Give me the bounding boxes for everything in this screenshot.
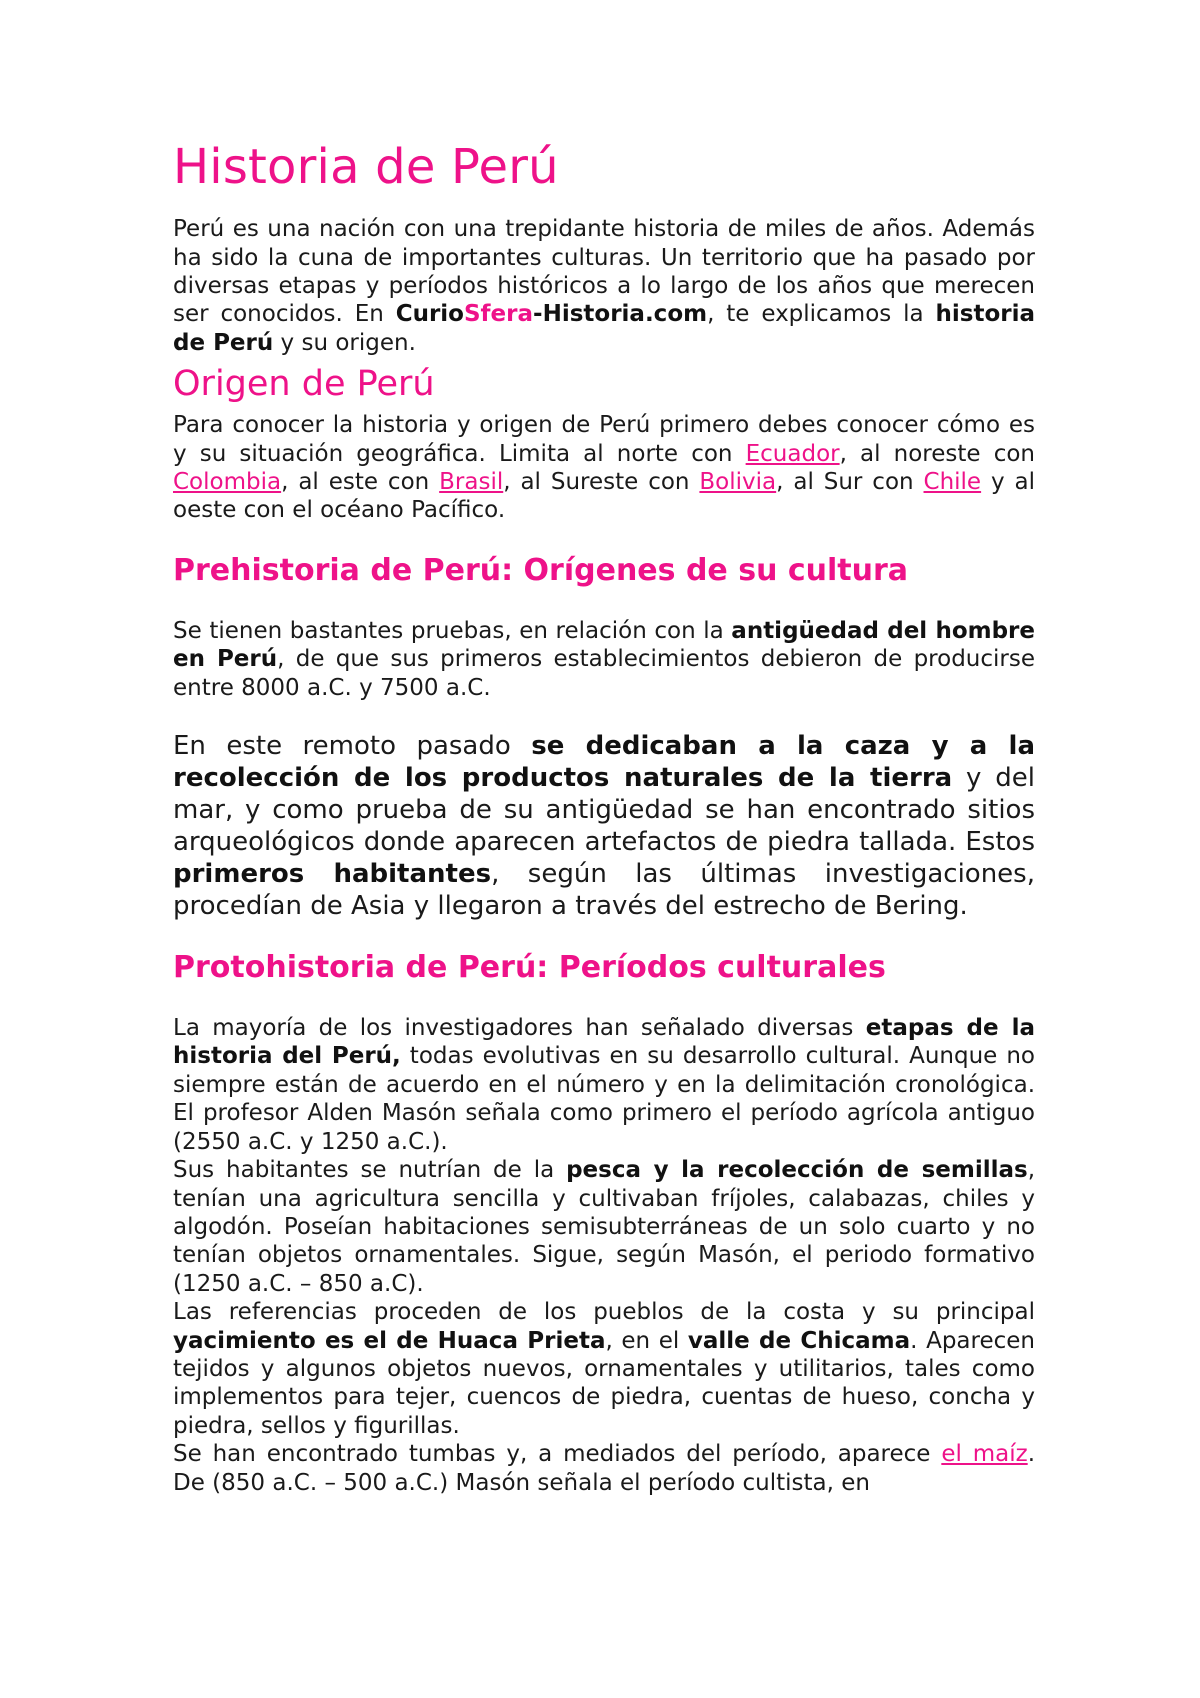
bold-text: pesca y la recolección de semillas (566, 1157, 1028, 1184)
text-run: , al Sureste con (503, 469, 700, 496)
text-run: , según las últimas investigaciones, procedían de Asia y llegaron a través del estrecho de Bering. (173, 859, 1035, 922)
link-brasil[interactable]: Brasil (439, 469, 504, 496)
link-ecuador[interactable]: Ecuador (745, 440, 840, 467)
text-run: , de que sus primeros establecimientos debieron de producirse entre 8000 a.C. y 7500 a.C. (173, 646, 1035, 701)
text-run: Para conocer la historia y origen de Perú primero debes conocer cómo es y su situación geográfica. Limita al norte con (173, 412, 1035, 467)
protohistoria-paragraph-1 (173, 1014, 1035, 1156)
text-run: y al oeste con el océano Pacífico. (173, 469, 1036, 524)
text-run: Se tienen bastantes pruebas, en relación con la (173, 617, 732, 644)
text-run: , al este con (281, 469, 440, 496)
bold-text: antigüedad del hombre en Perú (173, 617, 1035, 673)
text-run: Se han encontrado tumbas y, a mediados del período, aparece (173, 1441, 942, 1468)
protohistoria-paragraph-4 (173, 1440, 1035, 1497)
link-el-maiz[interactable]: el maíz (941, 1441, 1028, 1468)
text-run: Sus habitantes se nutrían de la (173, 1157, 567, 1184)
text-run: La mayoría de los investigadores han señalado diversas (173, 1015, 866, 1042)
text-run: Perú es una nación con una trepidante historia de miles de años. Además ha sido la cuna de importantes culturas. Un territorio que ha pasado por diversas etapas y períodos históricos a lo largo de los años que merecen ser conocidos. En (173, 216, 1035, 328)
bold-text: yacimiento es el de Huaca Prieta (173, 1327, 606, 1354)
protohistoria-paragraph-2 (173, 1156, 1035, 1298)
text-run: , te explicamos la (707, 301, 936, 328)
bold-text: historia de Perú (173, 301, 1035, 356)
bold-text: primeros habitantes (173, 859, 492, 890)
origen-paragraph (173, 411, 1035, 525)
protohistoria-paragraph-3 (173, 1298, 1035, 1440)
text-run: , tenían una agricultura sencilla y cultivaban fríjoles, calabazas, chiles y algodón. Poseían habitaciones semisubterráneas de un solo cuarto y no tenían objetos ornamentales. Sigue, según Masón, el periodo formativo (1250 a.C. – 850 a.C). (173, 1157, 1035, 1297)
bold-text: se dedicaban a la caza y a la recolección de los productos naturales de la tierra (173, 731, 1035, 794)
text-run: En este remoto pasado (173, 731, 532, 762)
link-chile[interactable]: Chile (923, 469, 982, 496)
bold-text: valle de Chicama (687, 1327, 911, 1354)
brand-name (396, 301, 707, 327)
link-bolivia[interactable]: Bolivia (699, 469, 777, 496)
text-run: , en el (605, 1327, 688, 1354)
text-run: , al Sur con (776, 469, 924, 496)
bold-text: etapas de la historia del Perú, (173, 1015, 1035, 1070)
prehistoria-paragraph-1 (173, 617, 1035, 702)
prehistoria-paragraph-2 (173, 730, 1035, 922)
brand-part-accent: Sfera (463, 301, 534, 328)
text-run: todas evolutivas en su desarrollo cultural. Aunque no siempre están de acuerdo en el número y en la delimitación cronológica. El profesor Alden Masón señala como primero el período agrícola antiguo (2550 a.C. y 1250 a.C.). (173, 1043, 1035, 1155)
heading-origen: Origen de Perú (173, 364, 435, 405)
page-title: Historia de Perú (173, 139, 559, 195)
brand-part: Curio (395, 301, 464, 328)
text-run: . Aparecen tejidos y algunos objetos nuevos, ornamentales y utilitarios, tales como implementos para tejer, cuencos de piedra, cuentas de hueso, concha y piedra, sellos y figurillas. (173, 1327, 1035, 1439)
text-run: Las referencias proceden de los pueblos de la costa y su principal (173, 1299, 1035, 1326)
text-run: . De (850 a.C. – 500 a.C.) Masón señala el período cultista, en (173, 1441, 1035, 1496)
text-run: y del mar, y como prueba de su antigüedad se han encontrado sitios arqueológicos donde aparecen artefactos de piedra tallada. Estos (173, 763, 1035, 858)
text-run: y su origen. (273, 329, 416, 356)
heading-prehistoria: Prehistoria de Perú: Orígenes de su cultura (173, 552, 909, 588)
document-page (173, 140, 1035, 1497)
brand-part: -Historia.com (533, 301, 708, 328)
link-colombia[interactable]: Colombia (173, 469, 282, 496)
heading-protohistoria: Protohistoria de Perú: Períodos culturales (173, 950, 886, 986)
intro-paragraph (173, 215, 1035, 357)
text-run: , al noreste con (839, 440, 1035, 467)
